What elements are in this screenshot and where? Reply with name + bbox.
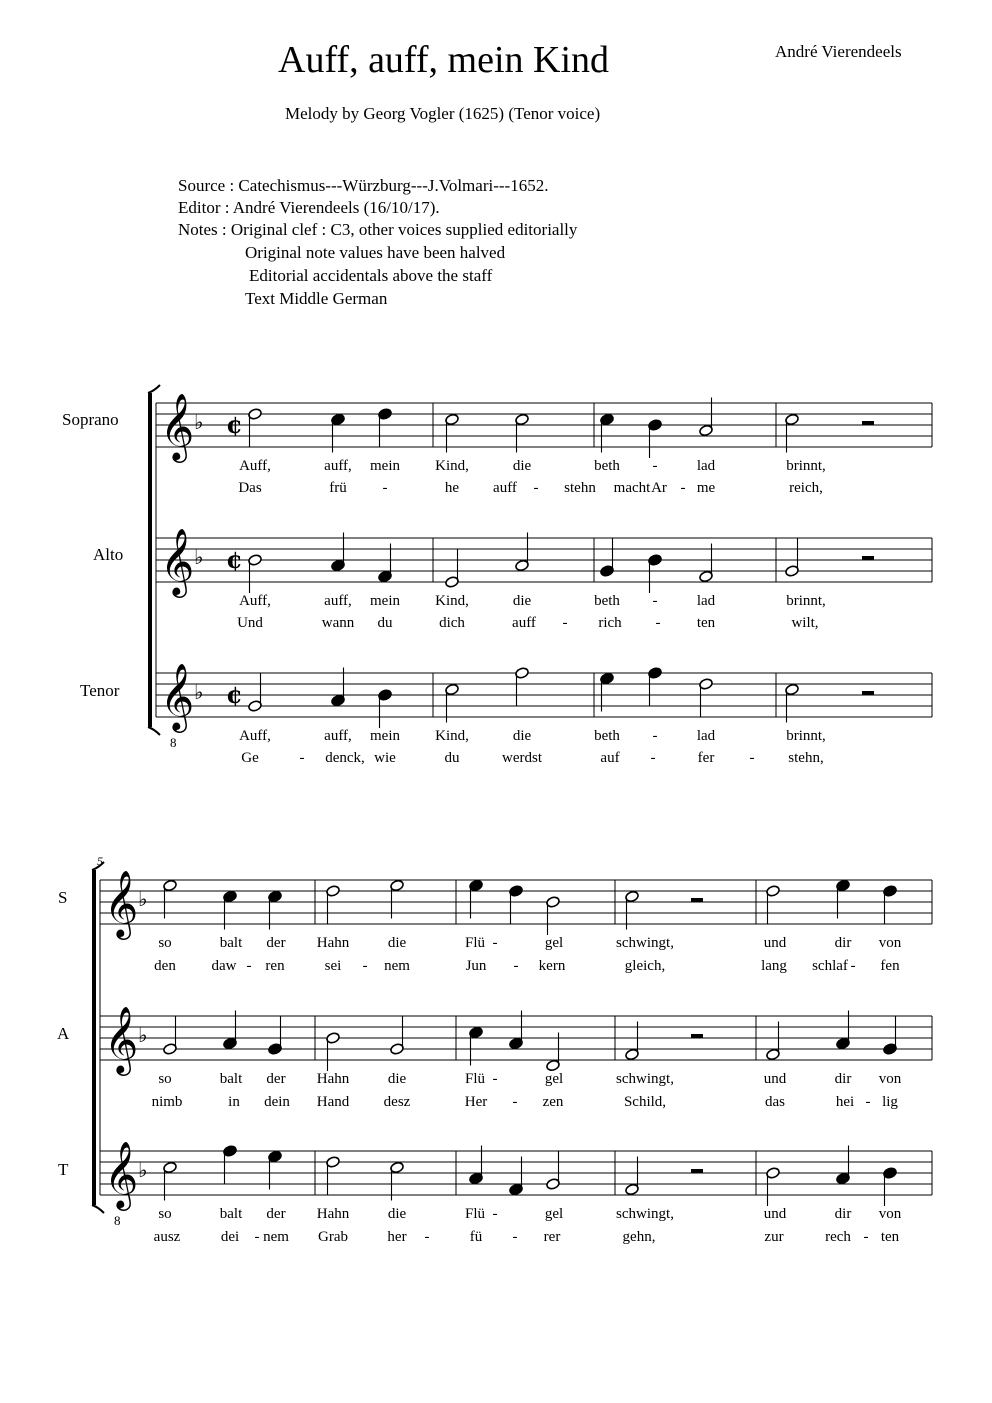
half-rest-icon: [862, 691, 874, 695]
lyric-syllable: die: [512, 593, 532, 609]
lyric-syllable: ten: [696, 615, 716, 631]
lyric-hyphen: -: [652, 458, 658, 474]
lyric-syllable: Hahn: [316, 1206, 350, 1222]
lyric-syllable: Flü: [464, 1071, 486, 1087]
lyric-syllable: schwingt,: [616, 1071, 674, 1087]
composer: André Vierendeels: [775, 42, 902, 61]
lyric-syllable: dir: [834, 935, 852, 951]
lyric-syllable: lig: [882, 1094, 898, 1110]
lyric-hyphen: -: [865, 1094, 871, 1110]
half-rest-icon: [691, 898, 703, 902]
lyric-syllable: die: [387, 935, 407, 951]
lyric-syllable: das: [765, 1094, 785, 1110]
lyric-syllable: nem: [263, 1229, 289, 1245]
lyric-syllable: dich: [439, 615, 465, 631]
lyric-syllable: lad: [696, 728, 716, 744]
lyric-syllable: Hand: [316, 1094, 350, 1110]
staff-label-s: S: [58, 888, 68, 907]
octave-mark: 8: [114, 1213, 121, 1228]
lyric-syllable: fer: [697, 750, 715, 766]
lyric-syllable: so: [158, 1206, 172, 1222]
lyric-syllable: auf: [600, 750, 620, 766]
staff-label-alto: Alto: [93, 545, 124, 564]
lyric-syllable: dei: [220, 1229, 240, 1245]
treble-clef-icon: 𝄞: [160, 392, 195, 460]
lyric-hyphen: -: [382, 480, 388, 496]
lyric-syllable: wilt,: [791, 615, 819, 631]
treble-clef-icon: 𝄞: [104, 869, 139, 937]
lyric-syllable: gel: [544, 1071, 564, 1087]
lyric-syllable: gel: [544, 1206, 564, 1222]
lyric-hyphen: -: [863, 1229, 869, 1245]
cut-time-icon: ¢: [226, 545, 243, 574]
lyric-syllable: Auff,: [239, 728, 271, 744]
lyric-syllable: her: [387, 1229, 407, 1245]
lyric-syllable: in: [228, 1094, 240, 1110]
octave-mark: 8: [170, 735, 177, 750]
staff-label-soprano: Soprano: [62, 410, 119, 429]
lyric-syllable: und: [763, 1206, 787, 1222]
lyric-syllable: stehn: [564, 480, 596, 496]
lyric-syllable: wann: [321, 615, 355, 631]
flat-icon: ♭: [194, 545, 204, 569]
lyric-syllable: beth: [594, 593, 620, 609]
lyric-hyphen: -: [655, 615, 661, 631]
lyric-syllable: ren: [265, 958, 285, 974]
lyric-syllable: nem: [384, 958, 410, 974]
lyric-syllable: balt: [219, 1206, 243, 1222]
lyric-syllable: auff,: [324, 593, 352, 609]
notes-line-2: Original note values have been halved: [245, 243, 506, 262]
subtitle: Melody by Georg Vogler (1625) (Tenor voice): [285, 104, 601, 123]
flat-icon: ♭: [194, 410, 204, 434]
lyric-syllable: die: [387, 1206, 407, 1222]
lyric-syllable: der: [266, 1206, 286, 1222]
bracket-hook: [148, 385, 160, 393]
lyric-syllable: brinnt,: [786, 728, 826, 744]
lyric-syllable: gleich,: [624, 958, 666, 974]
flat-icon: ♭: [194, 680, 204, 704]
lyric-hyphen: -: [850, 958, 856, 974]
lyric-hyphen: -: [533, 480, 539, 496]
lyric-syllable: mein: [370, 458, 400, 474]
lyric-syllable: schwingt,: [616, 1206, 674, 1222]
lyric-syllable: frü: [329, 480, 347, 496]
lyric-syllable: denck,: [325, 750, 365, 766]
lyric-syllable: mein: [370, 593, 400, 609]
lyric-syllable: hei: [835, 1094, 855, 1110]
lyric-hyphen: -: [299, 750, 305, 766]
lyric-syllable: Und: [237, 615, 263, 631]
lyric-syllable: ausz: [153, 1229, 181, 1245]
flat-icon: ♭: [138, 1158, 148, 1182]
lyric-syllable: und: [763, 1071, 787, 1087]
lyric-syllable: so: [158, 1071, 172, 1087]
lyric-syllable: Ge: [241, 750, 259, 766]
lyric-syllable: lang: [761, 958, 787, 974]
lyric-syllable: schlaf: [812, 958, 848, 974]
lyric-hyphen: -: [424, 1229, 430, 1245]
flat-icon: ♭: [138, 1023, 148, 1047]
lyric-syllable: reich,: [789, 480, 823, 496]
lyric-syllable: dein: [264, 1094, 290, 1110]
lyric-syllable: Flü: [464, 1206, 486, 1222]
lyric-syllable: ten: [880, 1229, 900, 1245]
lyric-syllable: werdst: [502, 750, 542, 766]
lyric-syllable: beth: [594, 458, 620, 474]
lyric-syllable: auff: [512, 615, 536, 631]
lyric-syllable: gel: [544, 935, 564, 951]
lyric-hyphen: -: [749, 750, 755, 766]
lyric-syllable: Flü: [464, 935, 486, 951]
half-rest-icon: [862, 556, 874, 560]
notes-line-1: Notes : Original clef : C3, other voices supplied editorially: [178, 220, 578, 239]
lyric-hyphen: -: [512, 1094, 518, 1110]
lyric-syllable: und: [763, 935, 787, 951]
lyric-syllable: Hahn: [316, 1071, 350, 1087]
lyric-syllable: die: [512, 458, 532, 474]
treble-clef-icon: 𝄞: [160, 662, 195, 730]
lyric-syllable: Das: [238, 480, 262, 496]
system-bracket: [92, 870, 96, 1205]
lyric-syllable: auff: [493, 480, 517, 496]
lyric-syllable: nimb: [151, 1094, 183, 1110]
lyric-syllable: Kind,: [435, 458, 469, 474]
lyric-syllable: Jun: [465, 958, 487, 974]
lyric-syllable: schwingt,: [616, 935, 674, 951]
editor-note: Editor : André Vierendeels (16/10/17).: [178, 198, 440, 217]
lyric-syllable: dir: [834, 1071, 852, 1087]
lyric-syllable: brinnt,: [786, 458, 826, 474]
lyric-syllable: Her: [464, 1094, 488, 1110]
lyric-syllable: lad: [696, 458, 716, 474]
lyric-syllable: auff,: [324, 458, 352, 474]
system-bracket: [148, 393, 152, 727]
lyric-syllable: Auff,: [239, 458, 271, 474]
half-rest-icon: [691, 1034, 703, 1038]
lyric-hyphen: -: [254, 1229, 260, 1245]
lyric-hyphen: -: [492, 935, 498, 951]
treble-clef-icon: 𝄞: [160, 527, 195, 595]
lyric-syllable: rich: [598, 615, 622, 631]
lyric-syllable: he: [444, 480, 460, 496]
lyric-hyphen: -: [513, 958, 519, 974]
lyric-syllable: stehn,: [788, 750, 824, 766]
lyric-syllable: gehn,: [622, 1229, 656, 1245]
lyric-syllable: so: [158, 935, 172, 951]
bracket-hook: [92, 862, 104, 870]
lyric-syllable: dir: [834, 1206, 852, 1222]
lyric-syllable: sei: [324, 958, 342, 974]
lyric-syllable: zur: [764, 1229, 784, 1245]
lyric-syllable: fü: [469, 1229, 483, 1245]
lyric-syllable: desz: [383, 1094, 411, 1110]
half-rest-icon: [691, 1169, 703, 1173]
cut-time-icon: ¢: [226, 410, 243, 439]
lyric-hyphen: -: [362, 958, 368, 974]
lyric-hyphen: -: [652, 593, 658, 609]
lyric-hyphen: -: [512, 1229, 518, 1245]
lyric-syllable: von: [878, 1071, 902, 1087]
lyric-syllable: beth: [594, 728, 620, 744]
lyric-syllable: du: [377, 615, 393, 631]
lyric-hyphen: -: [652, 728, 658, 744]
bracket-hook: [92, 1205, 104, 1213]
lyric-hyphen: -: [492, 1206, 498, 1222]
lyric-syllable: daw: [211, 958, 237, 974]
lyric-syllable: auff,: [324, 728, 352, 744]
lyric-syllable: der: [266, 935, 286, 951]
lyric-syllable: der: [266, 1071, 286, 1087]
lyric-syllable: Auff,: [239, 593, 271, 609]
lyric-syllable: brinnt,: [786, 593, 826, 609]
staff-label-a: A: [57, 1024, 70, 1043]
lyric-syllable: lad: [696, 593, 716, 609]
lyric-syllable: du: [444, 750, 460, 766]
notes-line-4: Text Middle German: [245, 289, 388, 308]
lyric-syllable: balt: [219, 935, 243, 951]
lyric-syllable: Ar: [651, 480, 667, 496]
bracket-hook: [148, 727, 160, 735]
lyric-syllable: kern: [538, 958, 566, 974]
lyric-syllable: fen: [880, 958, 900, 974]
lyric-hyphen: -: [650, 750, 656, 766]
lyric-syllable: mein: [370, 728, 400, 744]
flat-icon: ♭: [138, 887, 148, 911]
lyric-syllable: den: [154, 958, 176, 974]
lyric-syllable: wie: [374, 750, 396, 766]
cut-time-icon: ¢: [226, 680, 243, 709]
lyric-syllable: zen: [542, 1094, 564, 1110]
lyric-syllable: Grab: [318, 1229, 348, 1245]
lyric-syllable: die: [512, 728, 532, 744]
page-title: Auff, auff, mein Kind: [278, 39, 610, 81]
notes-line-3: Editorial accidentals above the staff: [249, 266, 493, 285]
lyric-hyphen: -: [680, 480, 686, 496]
lyric-syllable: von: [878, 935, 902, 951]
treble-clef-icon: 𝄞: [104, 1005, 139, 1073]
lyric-syllable: macht: [613, 480, 651, 496]
staff-label-tenor: Tenor: [80, 681, 120, 700]
lyric-syllable: die: [387, 1071, 407, 1087]
lyric-hyphen: -: [562, 615, 568, 631]
lyric-syllable: von: [878, 1206, 902, 1222]
lyric-syllable: Hahn: [316, 935, 350, 951]
treble-clef-icon: 𝄞: [104, 1140, 139, 1208]
lyric-syllable: rech: [825, 1229, 851, 1245]
source-note: Source : Catechismus---Würzburg---J.Volmari---1652.: [178, 176, 549, 195]
measure-number: 5: [97, 854, 103, 868]
lyric-syllable: me: [696, 480, 716, 496]
staff-label-t: T: [58, 1160, 69, 1179]
lyric-syllable: balt: [219, 1071, 243, 1087]
lyric-syllable: Kind,: [435, 728, 469, 744]
half-rest-icon: [862, 421, 874, 425]
lyric-hyphen: -: [246, 958, 252, 974]
lyric-syllable: rer: [543, 1229, 561, 1245]
lyric-syllable: Schild,: [623, 1094, 667, 1110]
lyric-syllable: Kind,: [435, 593, 469, 609]
lyric-hyphen: -: [492, 1071, 498, 1087]
